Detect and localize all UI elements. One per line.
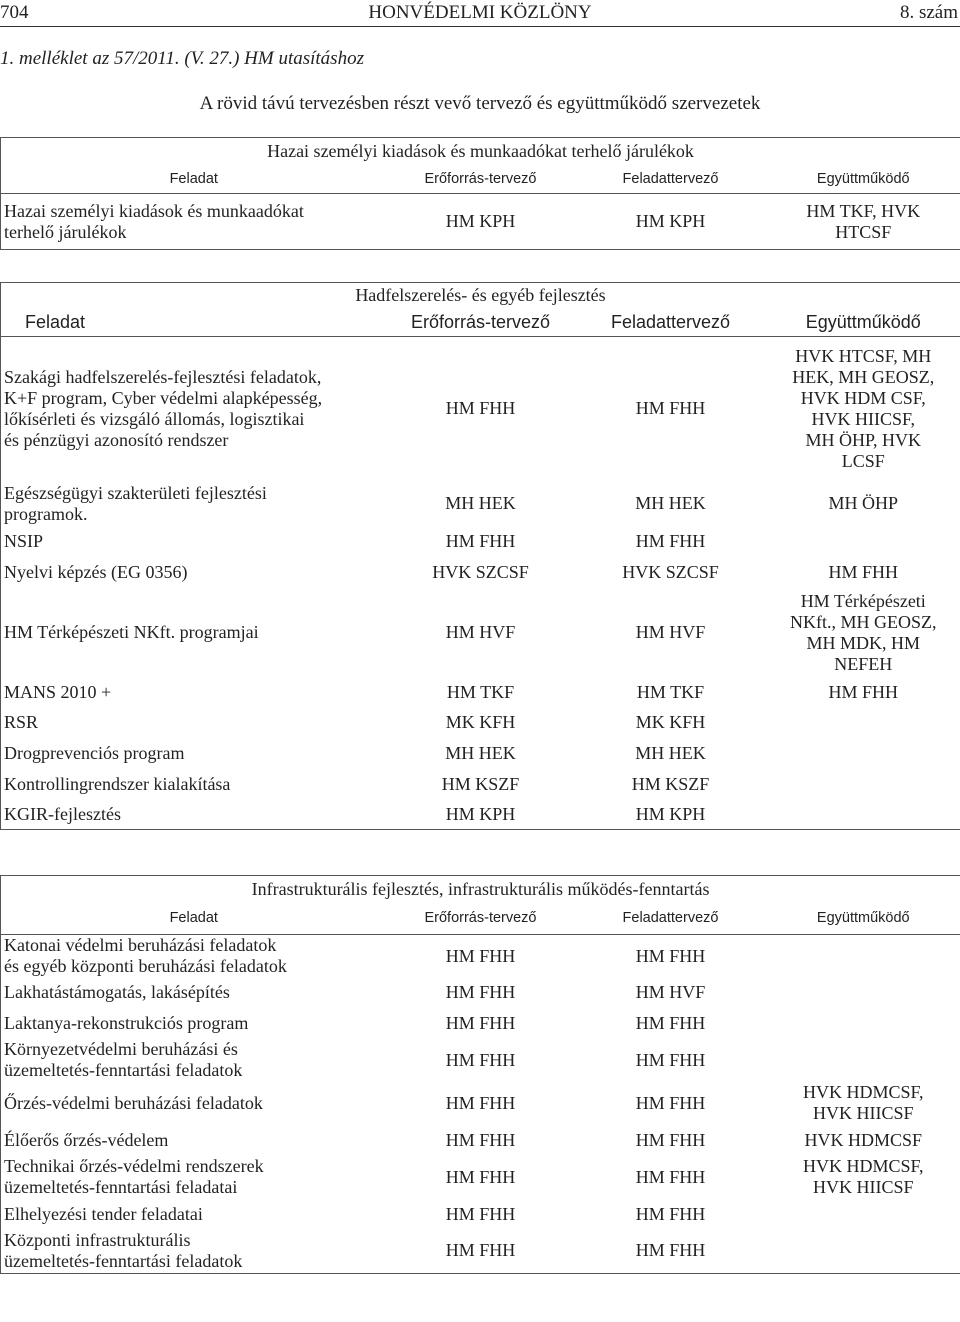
table-row bbox=[1, 1199, 960, 1229]
cell-line: MK KFH bbox=[445, 712, 516, 732]
cell-line: Hazai személyi kiadások és munkaadókat bbox=[4, 200, 304, 221]
cell-line: és egyéb központi beruházási feladatok bbox=[4, 956, 287, 976]
publication-title: HONVÉDELMI KÖZLÖNY bbox=[368, 2, 592, 23]
cell-line: HM Térképészeti bbox=[800, 590, 926, 611]
cell-line: üzemeltetés-fenntartási feladatai bbox=[4, 1177, 238, 1197]
cell-line: HVK HDMCSF, bbox=[802, 1156, 924, 1176]
cooperating-cell bbox=[767, 800, 960, 830]
resource-planner-cell bbox=[387, 800, 575, 830]
cell-line: HM FHH bbox=[445, 1240, 516, 1261]
resource-planner-cell bbox=[387, 1125, 575, 1155]
resource-planner-cell bbox=[387, 935, 575, 978]
resource-planner-cell bbox=[387, 738, 575, 769]
cell-line: Lakhatástámogatás, lakásépítés bbox=[4, 982, 230, 1002]
resource-planner-cell bbox=[387, 977, 575, 1008]
cell-line: HVK HTCSF, MH bbox=[795, 345, 932, 366]
cell-line: MANS 2010 + bbox=[4, 682, 112, 702]
cell-line: Központi infrastrukturális bbox=[4, 1229, 191, 1250]
table-row bbox=[1, 977, 960, 1008]
col-header-resource-planner: Erőforrás-tervező bbox=[387, 903, 575, 935]
cell-line: HM FHH bbox=[445, 1203, 516, 1224]
col-header-task: Feladat bbox=[1, 166, 387, 194]
cell-line: HM TKF bbox=[636, 682, 705, 702]
task-cell bbox=[1, 708, 387, 738]
cell-line: HM FHH bbox=[635, 1049, 706, 1070]
resource-planner-cell bbox=[387, 337, 575, 481]
cell-line: HM FHH bbox=[635, 1203, 706, 1224]
task-planner-cell bbox=[575, 935, 767, 978]
cell-line: HM HVF bbox=[635, 982, 706, 1002]
resource-planner-cell bbox=[387, 1155, 575, 1199]
cell-line: HVK HIICSF, bbox=[811, 408, 916, 429]
table-row bbox=[1, 481, 960, 527]
task-planner-cell bbox=[575, 194, 767, 250]
cooperating-cell bbox=[767, 769, 960, 800]
cooperating-cell bbox=[767, 481, 960, 527]
resource-planner-cell bbox=[387, 1229, 575, 1273]
task-planner-cell bbox=[575, 708, 767, 738]
cell-line: Laktanya-rekonstrukciós program bbox=[4, 1013, 249, 1033]
cell-line: HM FHH bbox=[635, 1129, 706, 1150]
cell-line: Egészségügyi szakterületi fejlesztési bbox=[4, 482, 267, 503]
cell-line: K+F program, Cyber védelmi alapképesség, bbox=[4, 387, 323, 408]
cooperating-cell bbox=[767, 708, 960, 738]
cell-line: üzemeltetés-fenntartási feladatok bbox=[4, 1060, 243, 1080]
cooperating-cell bbox=[767, 557, 960, 588]
table-row bbox=[1, 194, 960, 250]
task-planner-cell bbox=[575, 678, 767, 708]
cooperating-cell bbox=[767, 935, 960, 978]
cell-line: HM FHH bbox=[445, 945, 516, 966]
task-planner-cell bbox=[575, 738, 767, 769]
cell-line: HM FHH bbox=[445, 398, 516, 419]
cooperating-cell bbox=[767, 1125, 960, 1155]
cell-line: MH MDK, HM bbox=[806, 632, 920, 653]
col-header-cooperating: Együttműködő bbox=[767, 903, 960, 935]
cooperating-cell bbox=[767, 977, 960, 1008]
col-header-cooperating: Együttműködő bbox=[767, 166, 960, 194]
cell-line: HVK HDMCSF, bbox=[802, 1082, 924, 1102]
cell-line: HVK HDM CSF, bbox=[800, 387, 926, 408]
cell-line: HM FHH bbox=[635, 398, 706, 419]
table-row bbox=[1, 769, 960, 800]
table-row bbox=[1, 1229, 960, 1273]
task-planner-cell bbox=[575, 1229, 767, 1273]
cell-line: HM FHH bbox=[635, 1240, 706, 1261]
cell-line: HM HVF bbox=[445, 622, 516, 642]
cell-line: lőkísérleti és vizsgáló állomás, logisztikai bbox=[4, 408, 305, 429]
cell-line: HM Térképészeti NKft. programjai bbox=[4, 622, 259, 642]
task-cell bbox=[1, 800, 387, 830]
cell-line: HVK HIICSF bbox=[813, 1103, 914, 1123]
cell-line: HTCSF bbox=[835, 221, 892, 242]
table-row bbox=[1, 935, 960, 978]
annex-label: 1. melléklet az 57/2011. (V. 27.) HM utasításhoz bbox=[0, 48, 364, 69]
cell-line: HM HVF bbox=[635, 622, 706, 642]
cooperating-cell bbox=[767, 337, 960, 481]
cell-line: Drogprevenciós program bbox=[4, 742, 185, 763]
cell-line: HM FHH bbox=[445, 1049, 516, 1070]
cell-line: üzemeltetés-fenntartási feladatok bbox=[4, 1250, 243, 1271]
table-row bbox=[1, 738, 960, 769]
cell-line: HM FHH bbox=[445, 1166, 516, 1187]
task-cell bbox=[1, 1155, 387, 1199]
task-cell bbox=[1, 1229, 387, 1273]
cooperating-cell bbox=[767, 738, 960, 769]
cell-line: HM FHH bbox=[635, 531, 706, 551]
col-header-task: Feladat bbox=[1, 903, 387, 935]
cell-line: HM TKF, HVK bbox=[806, 200, 921, 221]
task-cell bbox=[1, 481, 387, 527]
cell-line: HM KPH bbox=[635, 211, 706, 231]
cell-line: programok. bbox=[4, 503, 88, 524]
cooperating-cell bbox=[767, 1039, 960, 1081]
resource-planner-cell bbox=[387, 769, 575, 800]
cooperating-cell bbox=[767, 1081, 960, 1125]
resource-planner-cell bbox=[387, 194, 575, 250]
cell-line: HM FHH bbox=[445, 1013, 516, 1033]
cell-line: NKft., MH GEOSZ, bbox=[790, 611, 937, 632]
cell-line: Őrzés-védelmi beruházási feladatok bbox=[4, 1092, 263, 1113]
table-row bbox=[1, 337, 960, 481]
cooperating-cell bbox=[767, 1155, 960, 1199]
resource-planner-cell bbox=[387, 481, 575, 527]
col-header-task-planner: Feladattervező bbox=[575, 166, 767, 194]
section-title: Hadfelszerelés- és egyéb fejlesztés bbox=[1, 283, 960, 309]
main-title: A rövid távú tervezésben részt vevő tervező és együttműködő szervezetek bbox=[199, 93, 761, 114]
table-row bbox=[1, 678, 960, 708]
table-equipment-development bbox=[0, 282, 960, 830]
cell-line: Technikai őrzés-védelmi rendszerek bbox=[4, 1156, 264, 1176]
cooperating-cell bbox=[767, 527, 960, 557]
resource-planner-cell bbox=[387, 527, 575, 557]
cell-line: NEFEH bbox=[834, 653, 893, 674]
cell-line: HM FHH bbox=[828, 682, 898, 702]
cooperating-cell bbox=[767, 588, 960, 678]
cell-line: HM FHH bbox=[445, 982, 516, 1002]
resource-planner-cell bbox=[387, 1199, 575, 1229]
task-planner-cell bbox=[575, 557, 767, 588]
issue-number: 8. szám bbox=[899, 2, 958, 23]
resource-planner-cell bbox=[387, 1008, 575, 1039]
cell-line: HM FHH bbox=[635, 1166, 706, 1187]
task-cell bbox=[1, 1199, 387, 1229]
cell-line: HM FHH bbox=[635, 945, 706, 966]
cell-line: MH HEK bbox=[635, 742, 706, 763]
cell-line: HM KPH bbox=[445, 803, 516, 824]
resource-planner-cell bbox=[387, 557, 575, 588]
cell-line: NSIP bbox=[4, 531, 44, 551]
table-row bbox=[1, 527, 960, 557]
cooperating-cell bbox=[767, 1199, 960, 1229]
cooperating-cell bbox=[767, 1008, 960, 1039]
task-cell bbox=[1, 935, 387, 978]
task-cell bbox=[1, 977, 387, 1008]
table-row bbox=[1, 588, 960, 678]
task-planner-cell bbox=[575, 1199, 767, 1229]
cell-line: LCSF bbox=[841, 450, 885, 471]
section-title: Infrastrukturális fejlesztés, infrastrukturális működés-fenntartás bbox=[1, 876, 960, 903]
cell-line: HVK SZCSF bbox=[622, 561, 719, 582]
cell-line: HVK HDMCSF bbox=[804, 1129, 923, 1150]
table-row bbox=[1, 1155, 960, 1199]
section-title: Hazai személyi kiadások és munkaadókat terhelő járulékok bbox=[1, 138, 960, 166]
cooperating-cell bbox=[767, 194, 960, 250]
task-planner-cell bbox=[575, 337, 767, 481]
cell-line: MK KFH bbox=[635, 712, 706, 732]
task-cell bbox=[1, 1039, 387, 1081]
task-cell bbox=[1, 527, 387, 557]
task-planner-cell bbox=[575, 527, 767, 557]
cell-line: HM KPH bbox=[445, 211, 516, 231]
header-rule bbox=[0, 26, 960, 27]
task-planner-cell bbox=[575, 588, 767, 678]
task-cell bbox=[1, 337, 387, 481]
cell-line: HVK SZCSF bbox=[432, 561, 529, 582]
task-planner-cell bbox=[575, 1008, 767, 1039]
task-planner-cell bbox=[575, 1155, 767, 1199]
col-header-resource-planner: Erőforrás-tervező bbox=[387, 166, 575, 194]
cell-line: HM KPH bbox=[635, 803, 706, 824]
cell-line: HVK HIICSF bbox=[813, 1177, 914, 1197]
table-row bbox=[1, 557, 960, 588]
cell-line: MH HEK bbox=[445, 742, 516, 763]
resource-planner-cell bbox=[387, 588, 575, 678]
cell-line: HM KSZF bbox=[631, 773, 710, 794]
task-cell bbox=[1, 194, 387, 250]
task-cell bbox=[1, 588, 387, 678]
task-cell bbox=[1, 1008, 387, 1039]
table-row bbox=[1, 800, 960, 830]
table-row bbox=[1, 1039, 960, 1081]
cell-line: HM TKF bbox=[446, 682, 515, 702]
task-planner-cell bbox=[575, 1081, 767, 1125]
cell-line: HM FHH bbox=[445, 531, 516, 551]
table-row bbox=[1, 1081, 960, 1125]
cell-line: terhelő járulékok bbox=[4, 221, 127, 242]
cell-line: HM FHH bbox=[445, 1092, 516, 1113]
cell-line: MH ÖHP bbox=[828, 493, 898, 513]
table-row bbox=[1, 1125, 960, 1155]
cell-line: Környezetvédelmi beruházási és bbox=[4, 1039, 238, 1059]
task-cell bbox=[1, 1125, 387, 1155]
cell-line: HM FHH bbox=[635, 1013, 706, 1033]
resource-planner-cell bbox=[387, 678, 575, 708]
cell-line: HM FHH bbox=[635, 1092, 706, 1113]
cooperating-cell bbox=[767, 678, 960, 708]
table-personnel-costs bbox=[0, 137, 960, 250]
cell-line: MH ÖHP, HVK bbox=[805, 429, 921, 450]
cooperating-cell bbox=[767, 1229, 960, 1273]
cell-line: Katonai védelmi beruházási feladatok bbox=[4, 935, 277, 955]
task-planner-cell bbox=[575, 800, 767, 830]
cell-line: MH HEK bbox=[635, 493, 706, 513]
resource-planner-cell bbox=[387, 1039, 575, 1081]
resource-planner-cell bbox=[387, 708, 575, 738]
resource-planner-cell bbox=[387, 1081, 575, 1125]
task-cell bbox=[1, 738, 387, 769]
page-number: 704 bbox=[0, 2, 29, 23]
col-header-task: Feladat bbox=[1, 309, 387, 337]
col-header-cooperating: Együttműködő bbox=[767, 309, 960, 337]
cell-line: Élőerős őrzés-védelem bbox=[4, 1129, 169, 1150]
task-planner-cell bbox=[575, 769, 767, 800]
cell-line: Elhelyezési tender feladatai bbox=[4, 1203, 203, 1224]
cell-line: HM KSZF bbox=[441, 773, 520, 794]
table-row bbox=[1, 708, 960, 738]
cell-line: HM FHH bbox=[828, 561, 898, 582]
cell-line: Kontrollingrendszer kialakítása bbox=[4, 773, 231, 794]
cell-line: HM FHH bbox=[445, 1129, 516, 1150]
task-cell bbox=[1, 557, 387, 588]
cell-line: HEK, MH GEOSZ, bbox=[792, 366, 935, 387]
task-planner-cell bbox=[575, 1039, 767, 1081]
task-planner-cell bbox=[575, 481, 767, 527]
task-cell bbox=[1, 769, 387, 800]
cell-line: Szakági hadfelszerelés-fejlesztési feladatok, bbox=[4, 366, 322, 387]
cell-line: MH HEK bbox=[445, 493, 516, 513]
cell-line: RSR bbox=[4, 712, 39, 732]
cell-line: KGIR-fejlesztés bbox=[4, 803, 121, 824]
task-planner-cell bbox=[575, 1125, 767, 1155]
table-infrastructure bbox=[0, 875, 960, 1274]
col-header-task-planner: Feladattervező bbox=[575, 903, 767, 935]
col-header-task-planner: Feladattervező bbox=[575, 309, 767, 337]
col-header-resource-planner: Erőforrás-tervező bbox=[387, 309, 575, 337]
task-cell bbox=[1, 1081, 387, 1125]
task-planner-cell bbox=[575, 977, 767, 1008]
table-row bbox=[1, 1008, 960, 1039]
cell-line: Nyelvi képzés (EG 0356) bbox=[4, 561, 188, 582]
task-cell bbox=[1, 678, 387, 708]
cell-line: és pénzügyi azonosító rendszer bbox=[4, 429, 229, 450]
